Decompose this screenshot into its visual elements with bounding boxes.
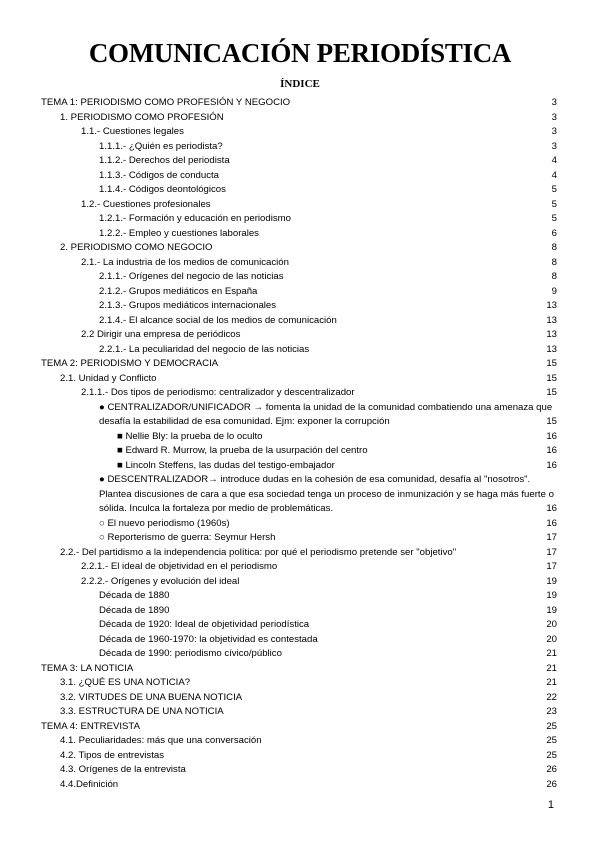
toc-entry[interactable]: [41, 183, 557, 198]
toc-entry-page: 8: [551, 271, 557, 282]
toc-entry-title: 4.2. Tipos de entrevistas: [60, 749, 164, 761]
toc-entry-page: 21: [546, 677, 557, 688]
toc-entry[interactable]: [41, 589, 557, 604]
toc-entry[interactable]: [41, 691, 557, 706]
table-of-contents: [41, 96, 557, 792]
toc-entry-page: 20: [546, 619, 557, 630]
toc-entry[interactable]: [41, 140, 557, 155]
toc-entry-page: 5: [551, 213, 557, 224]
toc-entry-page: 20: [546, 633, 557, 645]
toc-entry-page: 3: [551, 126, 557, 137]
toc-entry-page: 19: [546, 575, 557, 587]
toc-entry[interactable]: [41, 444, 557, 459]
toc-entry[interactable]: [41, 96, 557, 111]
toc-entry[interactable]: [41, 676, 557, 691]
toc-entry-title: 2.1.4.- El alcance social de los medios de comunicación: [99, 314, 337, 326]
toc-entry-page: 8: [551, 242, 557, 253]
toc-entry-page: 15: [546, 358, 557, 369]
toc-entry[interactable]: [41, 328, 557, 343]
toc-entry-title: 2.1.1.- Orígenes del negocio de las noticias: [99, 271, 284, 282]
index-heading: ÍNDICE: [280, 78, 320, 90]
toc-entry-page: 16: [546, 517, 557, 529]
toc-entry[interactable]: [41, 633, 557, 648]
toc-entry-page: 6: [551, 227, 557, 239]
toc-entry-title: 1.1.1.- ¿Quién es periodista?: [99, 140, 223, 152]
toc-entry[interactable]: [41, 734, 557, 749]
toc-entry-page: 9: [551, 285, 557, 297]
toc-entry-title: ■ Nellie Bly: la prueba de lo oculto: [117, 430, 263, 442]
toc-entry-title: ■ Lincoln Steffens, las dudas del testigo-embajador: [117, 459, 335, 471]
toc-entry-title: 4.4.Definición: [60, 778, 119, 790]
toc-entry[interactable]: [41, 357, 557, 372]
toc-entry[interactable]: [41, 401, 557, 430]
toc-entry-title: 1. PERIODISMO COMO PROFESIÓN: [60, 111, 224, 123]
toc-entry-page: 19: [546, 590, 557, 601]
toc-entry-title: 1.2.2.- Empleo y cuestiones laborales: [99, 227, 259, 239]
toc-entry[interactable]: [41, 604, 557, 619]
toc-entry-page: 3: [551, 140, 557, 152]
toc-entry[interactable]: [41, 531, 557, 546]
toc-entry-page: 5: [551, 198, 557, 210]
toc-entry-title: 1.1.2.- Derechos del periodista: [99, 155, 230, 166]
toc-entry-title: 4.3. Orígenes de la entrevista: [60, 764, 186, 775]
toc-entry-title: 2.2.1.- El ideal de objetividad en el periodismo: [81, 561, 278, 572]
toc-entry-title: 2.2 Dirigir una empresa de periódicos: [81, 329, 241, 340]
toc-entry-title: ○ El nuevo periodismo (1960s): [99, 517, 230, 529]
toc-entry[interactable]: [41, 285, 557, 300]
toc-entry-title: ● DESCENTRALIZADOR→ introduce dudas en la cohesión de esa comunidad, desafía al "nosotros". Plantea discusiones de cara a que esa sociedad tenga un proceso de inmunización y se haga más fuerte o sólida. Inculca la fortaleza por medio de problemáticas.: [99, 474, 554, 514]
document-title: COMUNICACIÓN PERIODÍSTICA: [88, 38, 512, 68]
toc-entry-page: 17: [546, 532, 557, 543]
toc-entry-title: 2.2.- Del partidismo a la independencia política: por qué el periodismo pretende ser "objetivo": [60, 546, 457, 558]
toc-entry[interactable]: [41, 270, 557, 285]
toc-entry[interactable]: [41, 430, 557, 445]
toc-entry-title: TEMA 1: PERIODISMO COMO PROFESIÓN Y NEGOCIO: [41, 97, 291, 108]
toc-entry[interactable]: [41, 546, 557, 561]
toc-entry-title: 3.1. ¿QUÉ ES UNA NOTICIA?: [60, 677, 191, 688]
toc-entry-title: 1.1.3.- Códigos de conducta: [99, 169, 220, 181]
toc-entry-title: 2. PERIODISMO COMO NEGOCIO: [60, 242, 213, 253]
toc-entry-page: 4: [551, 155, 557, 166]
toc-entry[interactable]: [41, 343, 557, 358]
toc-entry[interactable]: [41, 154, 557, 169]
toc-entry-title: 2.1.2.- Grupos mediáticos en España: [99, 285, 258, 297]
toc-entry-title: Década de 1890: [99, 604, 170, 616]
toc-entry-page: 21: [546, 662, 557, 674]
toc-entry-page: 23: [546, 706, 557, 717]
toc-entry[interactable]: [41, 662, 557, 677]
toc-entry-title: Década de 1960-1970: la objetividad es contestada: [99, 633, 318, 645]
toc-entry[interactable]: [41, 386, 557, 401]
toc-entry[interactable]: [41, 720, 557, 735]
toc-entry[interactable]: [41, 227, 557, 242]
toc-entry-page: 19: [546, 604, 557, 616]
toc-entry-page: 13: [546, 329, 557, 340]
toc-entry-title: 3.3. ESTRUCTURA DE UNA NOTICIA: [60, 706, 224, 717]
toc-entry-title: 1.2.1.- Formación y educación en periodismo: [99, 213, 291, 224]
toc-entry-title: TEMA 2: PERIODISMO Y DEMOCRACIA: [41, 358, 219, 369]
toc-entry[interactable]: [41, 198, 557, 213]
toc-entry-page: 3: [551, 111, 557, 123]
toc-entry[interactable]: [41, 575, 557, 590]
toc-entry-title: 3.2. VIRTUDES DE UNA BUENA NOTICIA: [60, 691, 243, 703]
toc-entry-page: 15: [546, 387, 557, 398]
toc-entry[interactable]: [41, 241, 557, 256]
page-number: 1: [547, 799, 554, 811]
toc-entry-title: 1.1.4.- Códigos deontológicos: [99, 184, 226, 195]
toc-entry-page: 17: [546, 561, 557, 572]
toc-entry[interactable]: [41, 618, 557, 633]
toc-entry[interactable]: [41, 778, 557, 793]
toc-entry[interactable]: [41, 749, 557, 764]
toc-entry-page: 16: [546, 430, 557, 442]
toc-entry-title: 2.2.1.- La peculiaridad del negocio de las noticias: [99, 343, 310, 355]
toc-entry-page: 4: [551, 169, 557, 181]
toc-entry-page: 5: [551, 184, 557, 195]
toc-entry-page: 25: [546, 720, 557, 732]
toc-entry-page: 13: [546, 314, 557, 326]
toc-entry-page: 16: [546, 445, 557, 456]
toc-entry[interactable]: [41, 473, 557, 517]
toc-entry-title: TEMA 3: LA NOTICIA: [41, 662, 134, 674]
toc-entry-page: 8: [551, 256, 557, 268]
toc-entry[interactable]: [41, 763, 557, 778]
toc-entry-title: 2.1.3.- Grupos mediáticos internacionales: [99, 300, 277, 311]
toc-entry[interactable]: [41, 459, 557, 474]
toc-entry-page: 16: [546, 459, 557, 471]
toc-entry-page: 16: [546, 503, 557, 514]
toc-entry[interactable]: [41, 517, 557, 532]
toc-entry-page: 3: [551, 97, 557, 108]
toc-entry-page: 13: [546, 300, 557, 311]
toc-entry[interactable]: [41, 256, 557, 271]
toc-entry-title: TEMA 4: ENTREVISTA: [41, 720, 140, 732]
toc-entry-page: 15: [546, 416, 557, 427]
toc-entry-title: Década de 1920: Ideal de objetividad periodística: [99, 619, 310, 630]
toc-entry-page: 25: [546, 749, 557, 761]
toc-entry-page: 15: [546, 372, 557, 384]
toc-entry-page: 26: [546, 778, 557, 790]
toc-entry-title: 1.1.- Cuestiones legales: [81, 126, 184, 137]
toc-entry-title: ● CENTRALIZADOR/UNIFICADOR → fomenta la unidad de la comunidad combatiendo una amenaza que desafía la estabilidad de esa comunidad. Ejm: exponer la corrupción: [99, 401, 553, 427]
toc-entry-page: 21: [546, 648, 557, 659]
toc-entry[interactable]: [41, 372, 557, 387]
toc-entry[interactable]: [41, 125, 557, 140]
toc-entry[interactable]: [41, 299, 557, 314]
toc-entry-page: 13: [546, 343, 557, 355]
toc-entry-page: 25: [546, 735, 557, 746]
toc-entry[interactable]: [41, 647, 557, 662]
toc-entry-title: 2.1.1.- Dos tipos de periodismo: centralizador y descentralizador: [81, 387, 355, 398]
toc-entry[interactable]: [41, 314, 557, 329]
toc-entry-page: 26: [546, 764, 557, 775]
toc-entry[interactable]: [41, 169, 557, 184]
toc-entry[interactable]: [41, 212, 557, 227]
toc-entry-title: 2.1.- La industria de los medios de comunicación: [81, 256, 289, 268]
toc-entry-page: 22: [546, 691, 557, 703]
toc-entry-title: 4.1. Peculiaridades: más que una conversación: [60, 735, 262, 746]
toc-entry[interactable]: [41, 560, 557, 575]
toc-entry-title: 2.2.2.- Orígenes y evolución del ideal: [81, 575, 240, 587]
toc-entry-page: 17: [546, 546, 557, 558]
toc-entry[interactable]: [41, 111, 557, 126]
toc-entry-title: ■ Edward R. Murrow, la prueba de la usurpación del centro: [117, 445, 368, 456]
toc-entry-title: Década de 1990: periodismo cívico/público: [99, 648, 282, 659]
toc-entry-title: Década de 1880: [99, 590, 170, 601]
toc-entry[interactable]: [41, 705, 557, 720]
toc-entry-title: ○ Reporterismo de guerra: Seymur Hersh: [99, 532, 276, 543]
toc-entry-title: 1.2.- Cuestiones profesionales: [81, 198, 211, 210]
toc-entry-title: 2.1. Unidad y Conflicto: [60, 372, 157, 384]
